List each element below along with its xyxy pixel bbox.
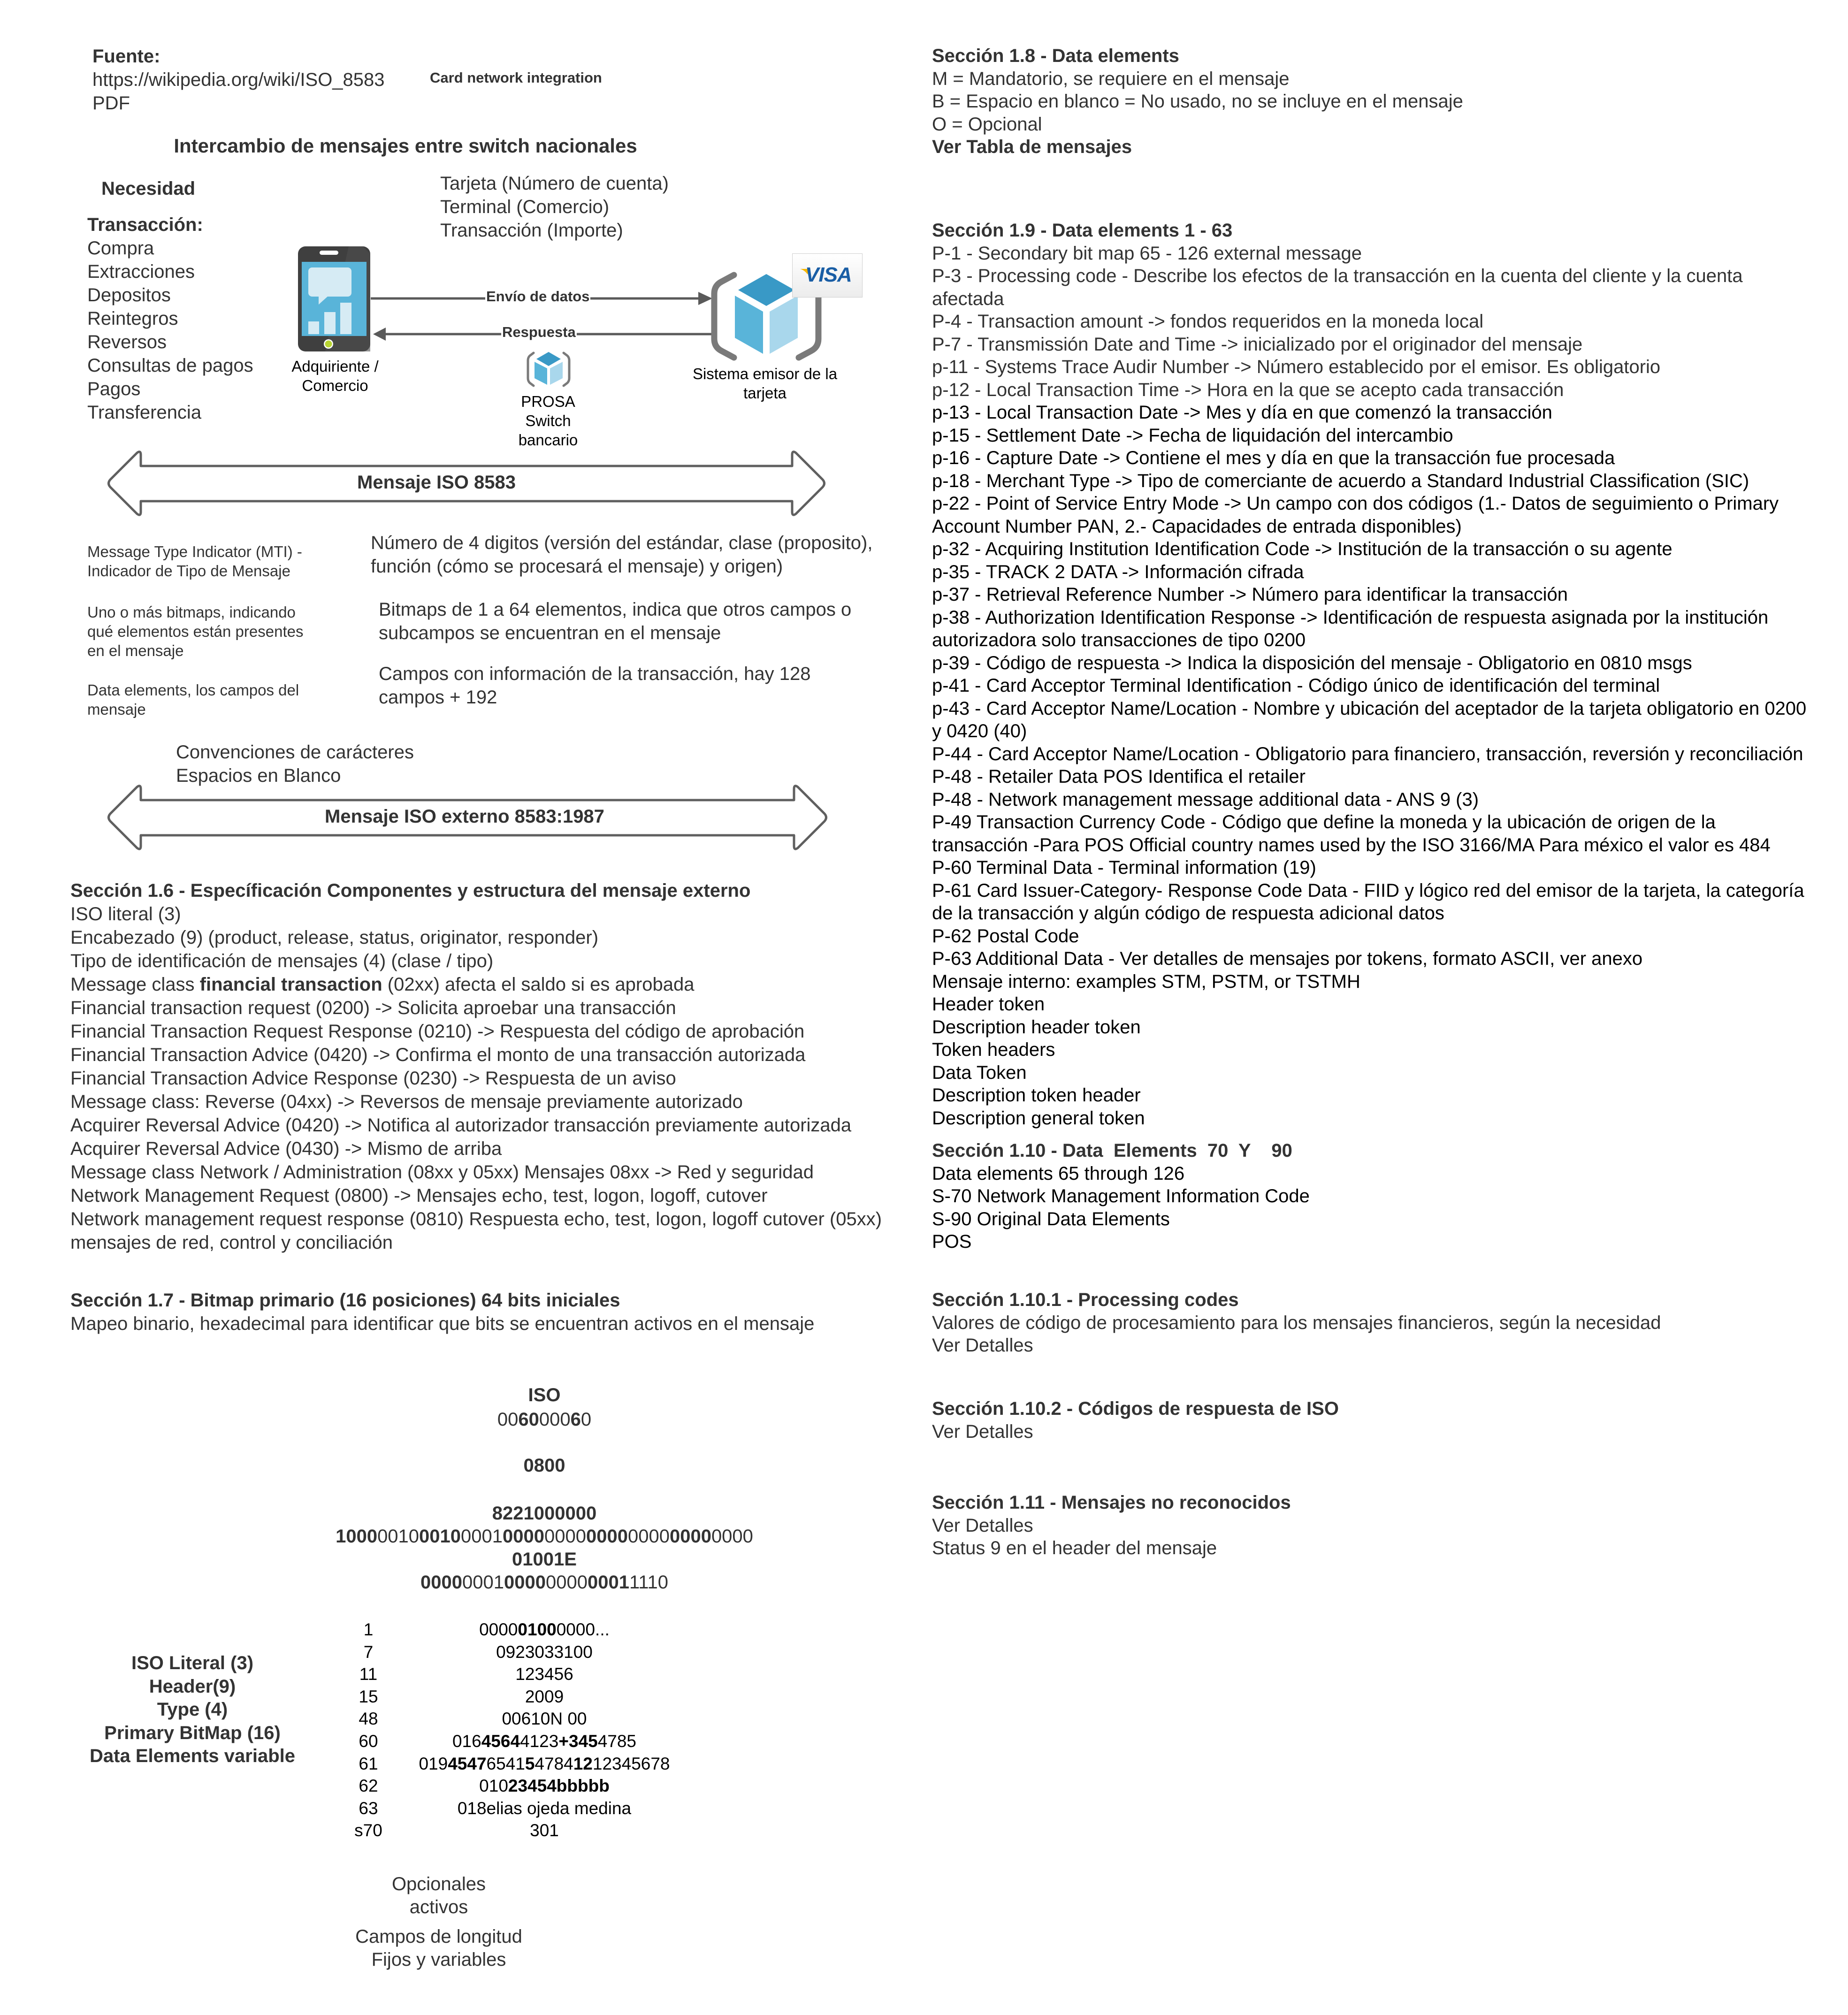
source-format: PDF [92,93,130,114]
transaction-type-item: Reintegros [87,308,178,329]
bit-segment: 4564 [481,1732,520,1751]
data-element-line: Description general token [932,1107,1145,1129]
data-element-line: Token headers [932,1039,1055,1060]
field-number: 11 [359,1664,378,1684]
data-element-line: afectada [932,288,1004,309]
acquirer-label: Adquiriente / Comercio [291,358,379,394]
legend-item: ISO Literal (3) [131,1653,254,1673]
data-element-line: P-48 - Network management message additional data - ANS 9 (3) [932,789,1479,810]
header-value [263,1408,826,1431]
bit-segment: 00 [497,1409,519,1430]
data-element-line: Description token header [932,1085,1141,1106]
field-value [404,1618,685,1641]
field-value [404,1775,685,1797]
field-value [404,1730,685,1753]
data-element-line: p-32 - Acquiring Institution Identification Code -> Institución de la transacción o su agente [932,539,1672,559]
issuer-label: Sistema emisor de la tarjeta [692,365,838,402]
section-line: Financial Transaction Request Response (0210) -> Respuesta del código de aprobación [70,1021,805,1042]
transaction-type-item: Extracciones [87,261,195,282]
bit-segment: 1110 [629,1572,668,1593]
section-title: Sección 1.10.2 - Códigos de respuesta de ISO [932,1398,1339,1419]
bit-segment: 0000 [479,1620,518,1639]
bit-segment: 0000 [420,1572,462,1593]
component-desc-mti: Número de 4 digitos (versión del estándar, clase (proposito), función (cómo se procesará el mensaje) y origen) [371,533,873,577]
bit-segment: +345 [558,1732,598,1751]
field-value [404,1663,685,1686]
field-value [404,1753,685,1775]
bitmap-hex2-value: 01001E [512,1549,577,1570]
transaction-type-item: Pagos [87,379,141,399]
section-1-10-2 [932,1397,1339,1443]
bit-segment: 6 [570,1409,581,1430]
bit-segment: 0000 [504,1572,546,1593]
data-item: Terminal (Comercio) [440,197,610,217]
transaction-type-item: Reversos [87,332,167,352]
legend-item: Data Elements variable [90,1746,295,1766]
field-number: s70 [354,1821,382,1840]
bitmap-binary2-value [263,1571,826,1594]
data-element-line: P-62 Postal Code [932,925,1079,946]
section-title: Sección 1.10.1 - Processing codes [932,1290,1239,1310]
section-title: Sección 1.6 - Específicación Componentes y estructura del mensaje externo [70,880,751,901]
bit-segment: 019 [419,1754,448,1773]
data-element-line: p-15 - Settlement Date -> Fecha de liquidación del intercambio [932,425,1453,446]
data-element-line: p-22 - Point of Service Entry Mode -> Un campo con dos códigos (1.- Datos de seguimiento o Primary [932,493,1779,514]
field-length-note: Campos de longitud Fijos y variables [355,1926,522,1970]
section-title: Sección 1.7 - Bitmap primario (16 posiciones) 64 bits iniciales [70,1290,620,1311]
field-number: 60 [359,1732,378,1751]
section-line: Acquirer Reversal Advice (0430) -> Mismo de arriba [70,1138,502,1159]
section-1-9-lines [932,242,1806,1130]
field-number: 7 [363,1642,374,1662]
bit-segment: 0100 [518,1620,557,1639]
component-label-bitmaps: Uno o más bitmaps, indicando qué elementos están presentes en el mensaje [87,603,304,659]
bit-segment: 010 [479,1776,508,1796]
field-value [404,1686,685,1708]
bit-segment: 0000 [545,1572,588,1593]
bit-segment: 0001 [461,1526,503,1547]
data-element-line: p-39 - Código de respuesta -> Indica la disposición del mensaje - Obligatorio en 0810 msgs [932,652,1692,673]
bit-segment: 0001 [587,1572,629,1593]
bit-segment: 000 [539,1409,571,1430]
data-element-line: P-60 Terminal Data - Terminal information (19) [932,857,1316,878]
bit-segment: 1000 [336,1526,378,1547]
section-line: ISO literal (3) [70,904,181,924]
section-line: Financial Transaction Advice (0420) -> Confirma el monto de una transacción autorizada [70,1045,806,1065]
data-element-line: y 0420 (40) [932,721,1027,741]
section-title: Sección 1.11 - Mensajes no reconocidos [932,1492,1291,1513]
data-item: Transacción (Importe) [440,220,623,241]
field-value [404,1819,685,1842]
field-number: 63 [359,1798,378,1818]
bit-segment: 4784 [535,1754,573,1773]
data-element-line: P-63 Additional Data - Ver detalles de mensajes por tokens, formato ASCII, ver anexo [932,948,1643,969]
text-segment: (02xx) afecta el saldo si es aprobada [382,974,695,995]
bit-segment: 0000 [586,1526,628,1547]
component-label-data-elements: Data elements, los campos del mensaje [87,681,299,718]
bit-segment: 301 [530,1821,559,1840]
section-line: Tipo de identificación de mensajes (4) (clase / tipo) [70,951,494,971]
field-number: 62 [359,1776,378,1796]
legend-item: Primary BitMap (16) [104,1722,281,1743]
bit-segment: 6541 [486,1754,525,1773]
source-url-link[interactable]: https://wikipedia.org/wiki/ISO_8583 [92,69,385,90]
unrecognized-details-link[interactable]: Ver Detalles [932,1515,1033,1536]
data-element-line: p-43 - Card Acceptor Name/Location - Nombre y ubicación del aceptador de la tarjeta obligatorio en 0200 [932,698,1807,719]
legend-item: Header(9) [149,1676,236,1697]
data-element-line: p-18 - Merchant Type -> Tipo de comerciante de acuerdo a Standard Industrial Classification (SIC) [932,470,1749,491]
section-1-10-1: Sección 1.10.1 - Processing codes Valores de código de procesamiento para los mensajes financieros, según la necesidad Ver Detalles [932,1289,1661,1357]
bit-segment: 0001 [462,1572,504,1593]
field-value [404,1641,685,1664]
section-line: Encabezado (9) (product, release, status, originator, responder) [70,927,599,948]
data-element-line: P-1 - Secondary bit map 65 - 126 external message [932,243,1362,264]
optional-active-note: Opcionales activos [391,1874,486,1917]
transaction-type-item: Compra [87,238,154,259]
data-element-line: p-13 - Local Transaction Date -> Mes y día en que comenzó la transacción [932,402,1552,423]
data-element-line: P-49 Transaction Currency Code - Código que define la moneda y la ubicación de origen de la [932,812,1716,832]
bit-segment: 00610N 00 [502,1709,587,1729]
external-message-label: Mensaje ISO externo 8583:1987 [325,806,604,827]
field-value [404,1708,685,1730]
bit-segment: 0 [580,1409,592,1430]
field-value [404,1797,685,1820]
data-element-line: p-38 - Authorization Identification Response -> Identificación de respuesta asignada por la institución [932,607,1769,628]
transaction-heading: Transacción: [87,214,203,235]
component-label-mti: Message Type Indicator (MTI) - Indicador de Tipo de Mensaje [87,543,302,580]
bit-segment: 12345678 [592,1754,670,1773]
source-label: Fuente: [92,46,160,67]
data-element-line: p-16 - Capture Date -> Contiene el mes y día en que la transacción fue procesada [932,448,1615,468]
legend-item: Type (4) [157,1699,228,1720]
data-element-line: p-37 - Retrieval Reference Number -> Número para identificar la transacción [932,584,1568,605]
section-title: Sección 1.8 - Data elements [932,46,1179,66]
section-title: Sección 1.10 - Data Elements 70 Y 90 [932,1140,1292,1161]
response-codes-details-link[interactable]: Ver Detalles [932,1421,1033,1442]
field-number: 1 [363,1620,374,1639]
send-label: Envío de datos [486,288,590,305]
data-element-line: P-7 - Transmissión Date and Time -> inicializado por el originador del mensaje [932,334,1583,355]
data-element-line: autorizadora solo transacciones de tipo 0200 [932,630,1306,650]
bit-segment: 2009 [525,1687,564,1706]
bit-segment: 5 [525,1754,535,1773]
bit-segment: 0000 [669,1526,711,1547]
message-structure-legend [75,1652,310,1768]
data-element-line: Description header token [932,1016,1141,1038]
bit-segment: 0000 [544,1526,586,1547]
bit-segment: 23454bbbbb [508,1776,610,1796]
bitmap-binary-value [263,1525,826,1548]
switch-label: PROSA Switch bancario [518,393,578,449]
section-line: Financial transaction request (0200) -> Solicita aproebar una transacción [70,998,676,1018]
section-line: Network Management Request (0800) -> Mensajes echo, test, logon, logoff, cutover [70,1185,768,1206]
bit-segment: 0000... [556,1620,610,1639]
data-element-line: Header token [932,994,1045,1015]
component-desc-data-elements: Campos con información de la transacción, hay 128 campos + 192 [379,664,811,708]
data-element-line: p-11 - Systems Trace Audir Number -> Número establecido por el emisor. Es obligatorio [932,357,1661,377]
data-element-line: P-44 - Card Acceptor Name/Location - Obligatorio para financiero, transacción, reversión y reconciliación [932,743,1803,764]
bit-segment: 0923033100 [496,1642,593,1662]
section-line: Financial Transaction Advice Response (0230) -> Respuesta de un aviso [70,1068,676,1089]
response-label: Respuesta [502,324,576,340]
processing-codes-details-link[interactable]: Ver Detalles [932,1335,1033,1356]
data-element-line: P-61 Card Issuer-Category- Response Code Data - FIID y lógico red del emisor de la tarjeta, la categoría [932,880,1804,901]
data-element-line: p-41 - Card Acceptor Terminal Identification - Código único de identificación del terminal [932,675,1660,696]
data-element-line: Data Token [932,1062,1027,1083]
bitmap-hex-value: 8221000000 [492,1503,597,1524]
field-number: 61 [359,1754,378,1773]
bit-segment: 0000 [503,1526,544,1547]
bit-segment: 0010 [419,1526,461,1547]
bit-segment: 4123 [520,1732,559,1751]
message-type-value: 0800 [523,1455,565,1476]
data-element-line: P-3 - Processing code - Describe los efectos de la transacción en la cuenta del cliente y la cuenta [932,266,1743,286]
data-element-line: p-35 - TRACK 2 DATA -> Información cifrada [932,561,1304,582]
data-element-line: p-12 - Local Transaction Time -> Hora en la que se acepto cada transacción [932,379,1564,400]
bit-segment: 4547 [448,1754,487,1773]
iso-literal-label: ISO [528,1385,561,1405]
section-title: Sección 1.9 - Data elements 1 - 63 [932,220,1233,241]
transaction-type-item: Consultas de pagos [87,355,253,376]
data-element-line: P-4 - Transaction amount -> fondos requeridos en la moneda local [932,311,1484,332]
data-element-line: Account Number PAN, 2.- Capacidades de entrada disponibles) [932,516,1462,537]
section-line: Acquirer Reversal Advice (0420) -> Notifica al autorizador transacción previamente autorizada [70,1115,852,1136]
section-1-8: Sección 1.8 - Data elements M = Mandatorio, se requiere en el mensaje B = Espacio en blanco = No usado, no se incluye en el mensaje O = Opcional Ver Tabla de mensajes [932,45,1463,159]
bit-segment: 0010 [377,1526,420,1547]
section-line: mensajes de red, control y conciliación [70,1232,393,1253]
data-element-line: Mensaje interno: examples STM, PSTM, or TSTMH [932,971,1360,992]
data-element-line: de la transacción y algún código de respuesta adicional datos [932,903,1444,924]
text-segment: Message class [70,974,200,995]
conventions-list: Convenciones de carácteres Espacios en Blanco [176,742,414,786]
bit-segment: 016 [452,1732,481,1751]
data-element-line: transacción -Para POS Official country names used by the ISO 3166/MA Para méxico el valor es 484 [932,834,1771,855]
field-number: 15 [359,1687,378,1706]
bit-segment: 0000 [711,1526,753,1547]
visa-wordmark: VISA [805,263,852,286]
section-description: Mapeo binario, hexadecimal para identificar que bits se encuentran activos en el mensaje [70,1313,815,1334]
emphasis-text: financial transaction [199,974,382,995]
section-line: Message class: Reverse (04xx) -> Reversos de mensaje previamente autorizado [70,1091,743,1112]
diagram-title: Intercambio de mensajes entre switch nacionales [174,135,637,157]
transaction-type-item: Depositos [87,285,171,305]
iso-message-label: Mensaje ISO 8583 [357,472,516,493]
card-network-label: Card network integration [430,69,602,86]
bit-segment: 4785 [597,1732,636,1751]
bit-segment: 018elias ojeda medina [457,1798,632,1818]
data-element-line: P-48 - Retailer Data POS Identifica el retailer [932,766,1306,787]
section-1-11: Sección 1.11 - Mensajes no reconocidos Ver Detalles Status 9 en el header del mensaje [932,1492,1291,1558]
necesidad-label: Necesidad [101,178,196,199]
data-item: Tarjeta (Número de cuenta) [440,173,669,194]
component-desc-bitmaps: Bitmaps de 1 a 64 elementos, indica que otros campos o subcampos se encuentran en el mensaje [379,599,852,643]
bit-segment: 123456 [515,1664,573,1684]
field-number: 48 [359,1709,378,1729]
message-table-link[interactable]: Ver Tabla de mensajes [932,137,1132,157]
section-1-10: Sección 1.10 - Data Elements 70 Y 90 Data elements 65 through 126 S-70 Network Management Information Code S-90 Original Data Elements POS [932,1140,1310,1252]
bit-segment: 60 [518,1409,539,1430]
bit-segment: 12 [573,1754,593,1773]
section-line: Message class Network / Administration (08xx y 05xx) Mensajes 08xx -> Red y seguridad [70,1162,814,1183]
transaction-type-item: Transferencia [87,402,202,423]
section-1-9 [932,219,1806,1130]
bit-segment: 0000 [627,1526,670,1547]
section-line: Network management request response (0810) Respuesta echo, test, logon, logoff cutover (05xx) [70,1209,882,1229]
